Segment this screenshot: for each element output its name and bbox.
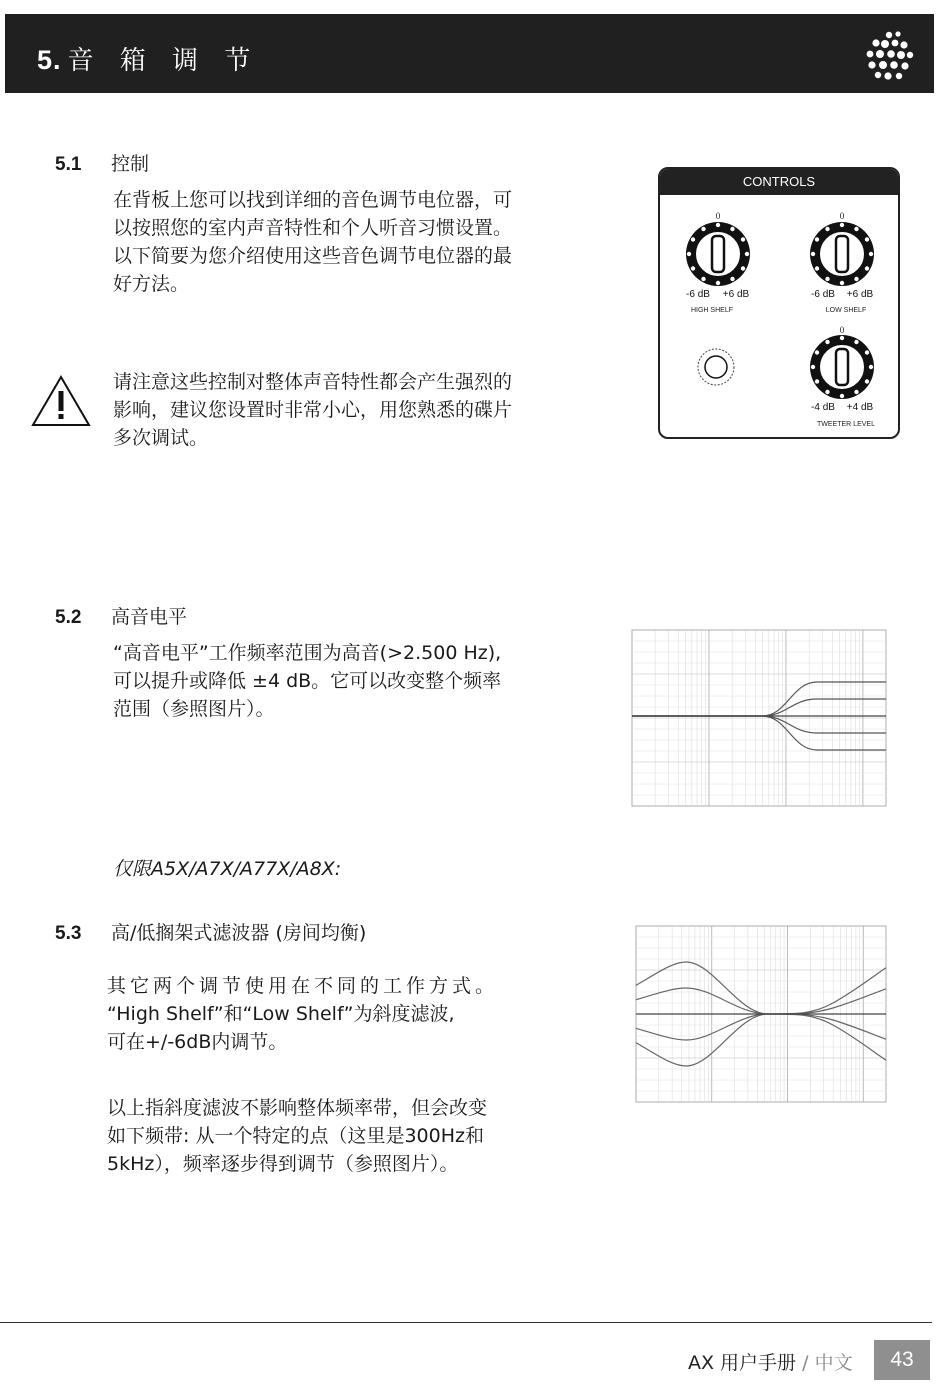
paragraph-line: 影响，建议您设置时非常小心，用您熟悉的碟片 xyxy=(113,399,513,421)
brand-dots-logo-icon xyxy=(862,29,916,83)
knob-min-label: -6 dB xyxy=(811,289,835,300)
paragraph-line: 以按照您的室内声音特性和个人听音习惯设置。 xyxy=(113,217,513,239)
high-shelf-knob[interactable] xyxy=(686,222,750,286)
chapter-number: 5. xyxy=(37,45,62,75)
paragraph-line: 其它两个调节使用在不同的工作方式。 xyxy=(107,975,499,997)
section-title: 控制 xyxy=(111,153,150,175)
section-number: 5.3 xyxy=(55,923,82,944)
paragraph-line: “High Shelf”和“Low Shelf”为斜度滤波, xyxy=(107,1003,455,1025)
paragraph-line: 请注意这些控制对整体声音特性都会产生强烈的 xyxy=(113,371,513,393)
section-title: 高音电平 xyxy=(111,606,188,628)
knob-zero-label: 0 xyxy=(839,325,845,335)
paragraph-line: 可以提升或降低 ±4 dB。它可以改变整个频率 xyxy=(113,670,502,692)
paragraph-line: “高音电平”工作频率范围为高音(>2.500 Hz), xyxy=(113,642,502,664)
chapter-header xyxy=(5,14,934,93)
paragraph-line: 范围（参照图片）。 xyxy=(113,698,275,720)
section-5-3-paragraph-1 xyxy=(107,972,498,1056)
paragraph-line: 以下简要为您介绍使用这些音色调节电位器的最 xyxy=(113,245,513,267)
knob-name-label: HIGH SHELF xyxy=(690,307,734,314)
knob-min-label: -4 dB xyxy=(811,402,835,413)
section-heading-5-1 xyxy=(55,149,149,176)
knob-zero-label: 0 xyxy=(839,211,845,221)
knob-min-label: -6 dB xyxy=(686,289,710,300)
section-5-1-paragraph xyxy=(113,186,512,298)
paragraph-line: 好方法。 xyxy=(113,273,190,295)
tweeter-level-knob[interactable] xyxy=(810,335,874,399)
footer-separator: / xyxy=(802,1352,809,1374)
warning-icon xyxy=(30,374,92,428)
section-5-3-paragraph-2 xyxy=(107,1094,487,1178)
chapter-title xyxy=(37,40,259,77)
shelf-filter-response-graph xyxy=(628,916,890,1116)
section-title: 高/低搁架式滤波器 (房间均衡) xyxy=(111,922,367,944)
section-heading-5-3 xyxy=(55,918,366,945)
paragraph-line: 以上指斜度滤波不影响整体频率带，但会改变 xyxy=(107,1097,488,1119)
paragraph-line: 多次调试。 xyxy=(113,427,209,449)
paragraph-line: 可在+/-6dB内调节。 xyxy=(107,1031,288,1053)
paragraph-line: 5kHz），频率逐步得到调节（参照图片）。 xyxy=(107,1153,459,1175)
footer-rule xyxy=(0,1322,932,1323)
knob-max-label: +4 dB xyxy=(846,402,874,413)
section-5-2-paragraph xyxy=(113,639,501,723)
manual-name: AX 用户手册 xyxy=(688,1352,797,1374)
section-heading-5-2 xyxy=(55,602,187,629)
footer-language: 中文 xyxy=(814,1352,853,1374)
controls-panel-drawing xyxy=(660,169,898,437)
warning-text xyxy=(113,368,512,452)
knob-name-label: TWEETER LEVEL xyxy=(817,421,875,428)
knob-zero-label: 0 xyxy=(715,211,721,221)
chapter-name: 音 箱 调 节 xyxy=(67,46,260,76)
page-number: 43 xyxy=(874,1340,930,1380)
controls-panel-title: CONTROLS xyxy=(660,169,898,195)
knob-max-label: +6 dB xyxy=(722,289,750,300)
low-shelf-knob[interactable] xyxy=(810,222,874,286)
knob-max-label: +6 dB xyxy=(846,289,874,300)
paragraph-line: 在背板上您可以找到详细的音色调节电位器，可 xyxy=(113,189,513,211)
section-number: 5.1 xyxy=(55,154,82,175)
tweeter-level-response-graph xyxy=(622,620,890,820)
socket-inner xyxy=(705,356,727,378)
paragraph-line: 如下频带: 从一个特定的点（这里是300Hz和 xyxy=(107,1125,484,1147)
footer-label xyxy=(688,1348,853,1375)
knob-name-label: LOW SHELF xyxy=(825,307,867,314)
controls-panel xyxy=(658,167,900,439)
model-note: 仅限A5X/A7X/A77X/A8X: xyxy=(113,858,342,880)
section-number: 5.2 xyxy=(55,607,82,628)
